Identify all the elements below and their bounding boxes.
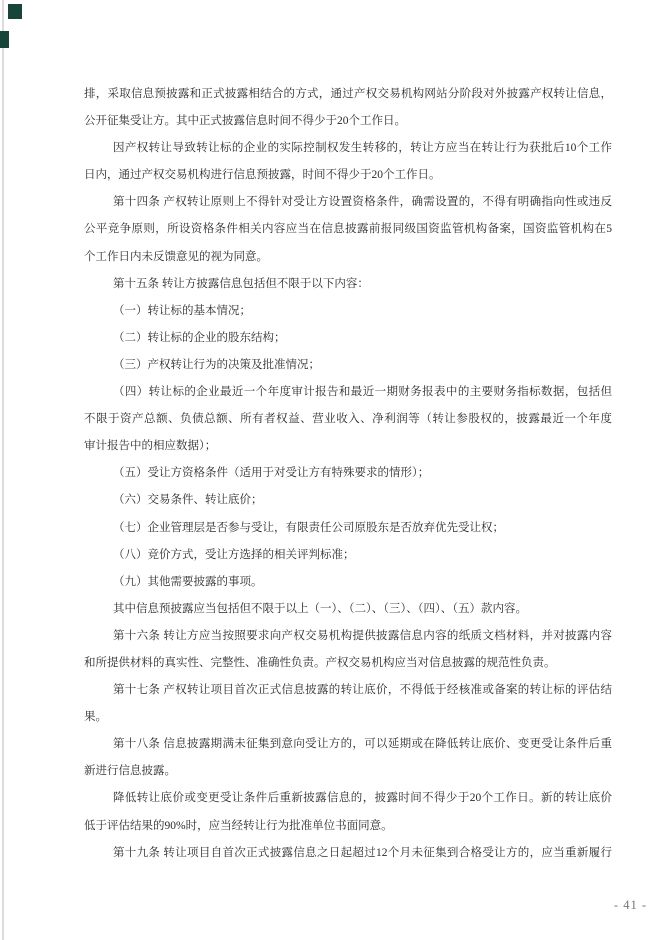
text-line: （六）交易条件、转让底价； [113, 494, 263, 507]
text-line: 其中信息预披露应当包括但不限于以上（一）、（二）、（三）、（四）、（五）款内容。 [113, 602, 527, 615]
text-line: 不限于资产总额、负债总额、所有者权益、营业收入、净利润等（转让参股权的，披露最近一个年度 [84, 413, 612, 426]
text-line: 第十八条 信息披露期满未征集到意向受让方的，可以延期或在降低转让底价、变更受让条件后重 [113, 738, 612, 751]
text-line: （一）转让标的基本情况； [113, 304, 251, 317]
text-line: 降低转让底价或变更受让条件后重新披露信息的，披露时间不得少于20个工作日。新的转让底价 [113, 792, 612, 805]
document-body [84, 81, 612, 867]
text-line: 低于评估结果的90%时，应当经转让行为批准单位书面同意。 [84, 819, 393, 832]
text-line: 公开征集受让方。其中正式披露信息时间不得少于20个工作日。 [84, 115, 406, 128]
text-line: （四）转让标的企业最近一个年度审计报告和最近一期财务报表中的主要财务指标数据，包括但 [113, 386, 612, 399]
text-line: 果。 [84, 711, 107, 724]
text-line: 第十九条 转让项目自首次正式披露信息之日起超过12个月未征集到合格受让方的，应当重新履行 [113, 846, 612, 859]
text-line: 排，采取信息预披露和正式披露相结合的方式，通过产权交易机构网站分阶段对外披露产权转让信息， [84, 88, 612, 100]
text-line: （二）转让标的企业的股东结构； [113, 331, 286, 344]
text-line: 新进行信息披露。 [84, 765, 176, 778]
text-line: 审计报告中的相应数据）； [84, 440, 217, 453]
text-line: （三）产权转让行为的决策及批准情况； [113, 358, 320, 371]
text-line: （九）其他需要披露的事项。 [113, 575, 263, 588]
scan-edge-line [2, 0, 4, 940]
text-line: 第十七条 产权转让项目首次正式信息披露的转让底价，不得低于经核准或备案的转让标的评估结 [113, 684, 612, 697]
text-line: 公平竞争原则，所设资格条件相关内容应当在信息披露前报同级国资监管机构备案，国资监管机构在5 [84, 223, 612, 236]
text-line: 日内，通过产权交易机构进行信息预披露，时间不得少于20个工作日。 [84, 169, 441, 182]
text-line: 和所提供材料的真实性、完整性、准确性负责。产权交易机构应当对信息披露的规范性负责。 [84, 656, 556, 669]
text-line: 个工作日内未反馈意见的视为同意。 [84, 250, 268, 263]
text-line: 第十六条 转让方应当按照要求向产权交易机构提供披露信息内容的纸质文档材料，并对披露内容 [113, 629, 612, 642]
page-number: - 41 - [613, 898, 647, 912]
scan-artifact-mark [0, 31, 9, 48]
text-line: 第十四条 产权转让原则上不得针对受让方设置资格条件，确需设置的，不得有明确指向性或违反 [113, 196, 612, 209]
scan-artifact-mark [8, 4, 22, 19]
text-line: （八）竞价方式，受让方选择的相关评判标准； [113, 548, 355, 561]
text-line: （七）企业管理层是否参与受让，有限责任公司原股东是否放弃优先受让权； [113, 521, 504, 534]
text-line: （五）受让方资格条件（适用于对受让方有特殊要求的情形）； [113, 467, 430, 480]
text-line: 第十五条 转让方披露信息包括但不限于以下内容： [113, 277, 369, 290]
text-line: 因产权转让导致转让标的企业的实际控制权发生转移的，转让方应当在转让行为获批后10个工作 [113, 142, 612, 155]
